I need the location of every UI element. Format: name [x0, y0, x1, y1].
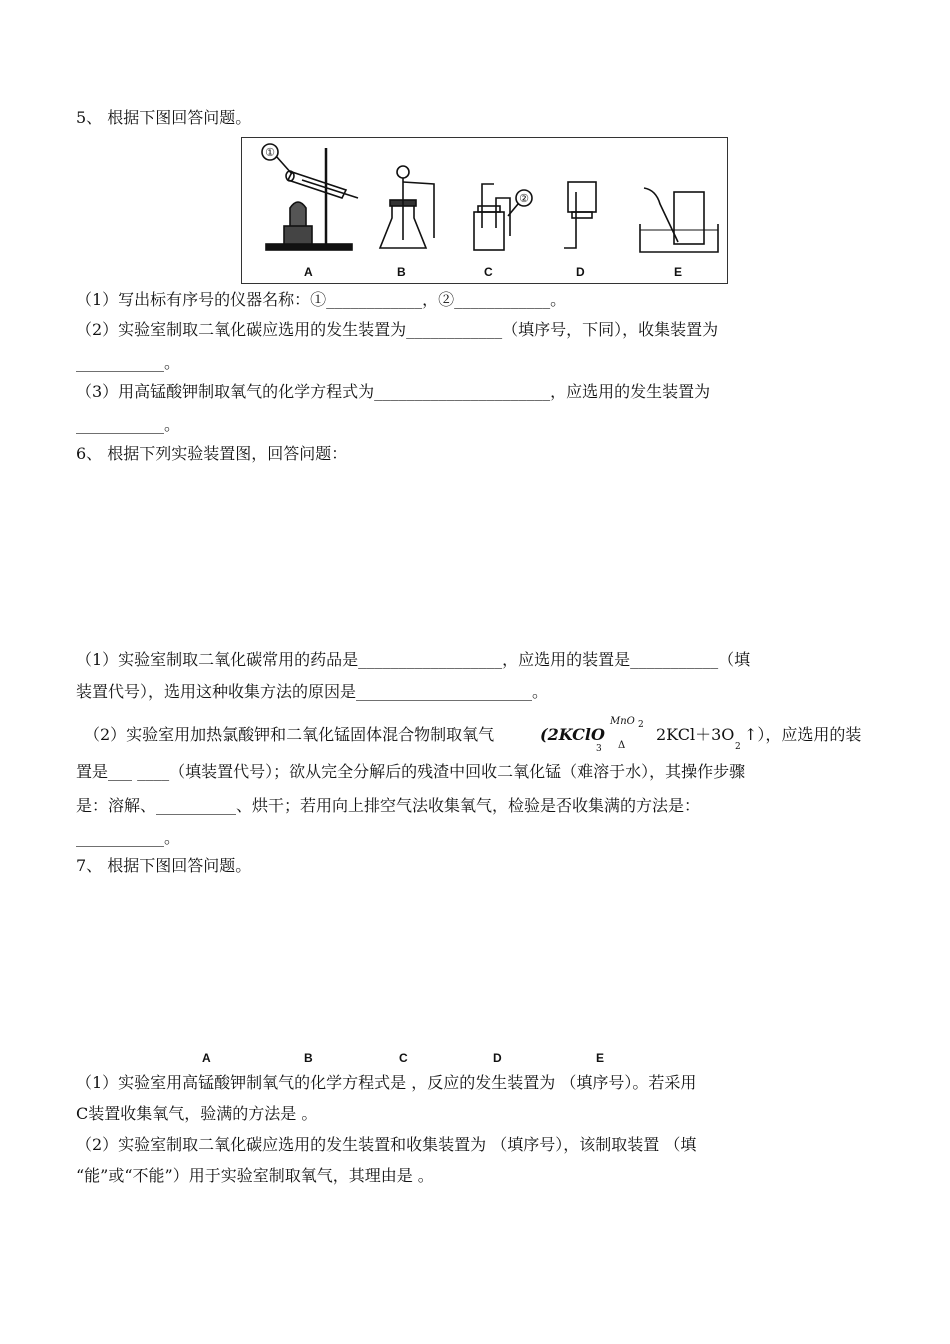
fig-label-c: C — [484, 265, 493, 279]
q7-label-c: C — [399, 1051, 408, 1065]
q7-label-a: A — [202, 1051, 211, 1065]
q7-part1-line1: （1）实验室用高锰酸钾制氧气的化学方程式是 ，反应的发生装置为 （填序号）。若采用 — [76, 1073, 697, 1092]
fig-label-e: E — [674, 265, 683, 279]
q6-equation-catalyst: MnO — [610, 716, 635, 727]
fig-label-a: A — [304, 265, 313, 279]
q7-part2-line1: （2）实验室制取二氧化碳应选用的发生装置和收集装置为 （填序号），该制取装置 （填 — [76, 1135, 697, 1154]
q6-part2-line4: ___________。 — [76, 828, 181, 847]
q5-apparatus-figure — [241, 137, 728, 284]
q6-part2-head: （2）实验室用加热氯酸钾和二氧化锰固体混合物制取氧气 — [84, 725, 495, 744]
q7-part1-line2: C装置收集氧气，验满的方法是 。 — [76, 1104, 318, 1123]
q6-equation-heat: Δ — [618, 740, 626, 751]
q7-label-e: E — [596, 1051, 605, 1065]
q7-part2-line2: “能”或“不能”）用于实验室制取氧气，其理由是 。 — [76, 1166, 434, 1185]
q6-part2-tail: ↑），应选用的装 — [744, 725, 862, 744]
q7-label-b: B — [304, 1051, 313, 1065]
q5-part2-line1: （2）实验室制取二氧化碳应选用的发生装置为____________（填序号，下同），收集装置为 — [76, 320, 719, 339]
q5-part3-line2: ___________。 — [76, 415, 181, 434]
q6-title: 6、 根据下列实验装置图，回答问题： — [76, 444, 348, 463]
q6-part2-line3: 是：溶解、__________、烘干；若用向上排空气法收集氧气，检验是否收集满的方法是： — [76, 796, 701, 815]
q6-equation-sub2: 2 — [735, 742, 741, 752]
q7-title: 7、 根据下图回答问题。 — [76, 856, 252, 875]
fig-mark-1: ① — [265, 146, 275, 159]
q6-equation-catalyst-sub: 2 — [638, 720, 644, 730]
q6-equation-products: 2KCl＋3O — [656, 725, 735, 744]
fig-mark-2: ② — [519, 192, 529, 205]
q6-equation-sub3: 3 — [596, 744, 602, 754]
q5-title: 5、 根据下图回答问题。 — [76, 108, 252, 127]
apparatus-drawing — [242, 138, 727, 283]
q5-part3-line1: （3）用高锰酸钾制取氧气的化学方程式为______________________，应选用的发生装置为 — [76, 382, 711, 401]
q6-equation-reactant: (2KClO — [540, 725, 605, 744]
q5-part1: （1）写出标有序号的仪器名称：①____________，②____________。 — [76, 290, 567, 309]
fig-label-d: D — [576, 265, 585, 279]
q5-part2-line2: ___________。 — [76, 353, 181, 372]
q7-label-d: D — [493, 1051, 502, 1065]
fig-label-b: B — [397, 265, 406, 279]
q6-part1-line1: （1）实验室制取二氧化碳常用的药品是__________________，应选用的装置是___________（填 — [76, 650, 751, 669]
q6-part1-line2: 装置代号），选用这种收集方法的原因是______________________。 — [76, 682, 549, 701]
q6-part2-line2: 置是___ ____（填装置代号）；欲从完全分解后的残渣中回收二氧化锰（难溶于水），其操作步骤 — [76, 762, 746, 781]
